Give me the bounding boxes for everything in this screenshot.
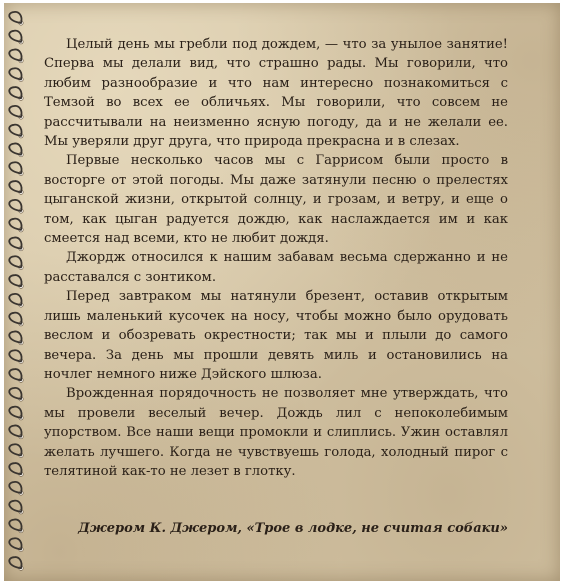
paragraph-5: Врожденная порядочность не позволяет мне утверждать, что мы провели веселый вечер. Дождь лил с непоколебимым упорством. Все наши вещи промокли и слиплись. Ужин оставлял желать лучшего. Когда не чувствуешь голода, холодный пирог с телятиной как-то не лезет в глотку. [44,386,508,479]
paragraph-4: Перед завтраком мы натянули брезент, оставив открытым лишь маленький кусочек на носу, чтобы можно было орудовать веслом и обозревать окрестности; так мы и плыли до самого вечера. За день мы прошли девять миль и остановились на ночлег немного ниже Дэйского шлюза. [44,289,508,382]
paragraph-1: Целый день мы гребли под дождем, — что за унылое занятие! Сперва мы делали вид, что страшно рады. Мы говорили, что любим разнообразие и что нам интересно познакомиться с Темзой во всех ее обличьях. Мы говорили, что совсем не рассчитывали на неизменно ясную погоду, да и не желали ее. Мы уверяли друг друга, что природа прекрасна и в слезах. [44,37,508,150]
paragraph-3: Джордж относился к нашим забавам весьма сдержанно и не расставался с зонтиком. [44,250,508,285]
text-block [44,35,508,481]
notebook-page [4,3,560,581]
signature: Джером К. Джером, «Трое в лодке, не считая собаки» [78,521,508,536]
spiral-binding-icon [4,9,34,579]
paragraph-2: Первые несколько часов мы с Гаррисом были просто в восторге от этой погоды. Мы даже затянули песню о прелестях цыганской жизни, открытой солнцу, и грозам, и ветру, и еще о том, как цыган радуется дождю, как наслаждается им и как смеется над всеми, кто не любит дождя. [44,153,508,247]
